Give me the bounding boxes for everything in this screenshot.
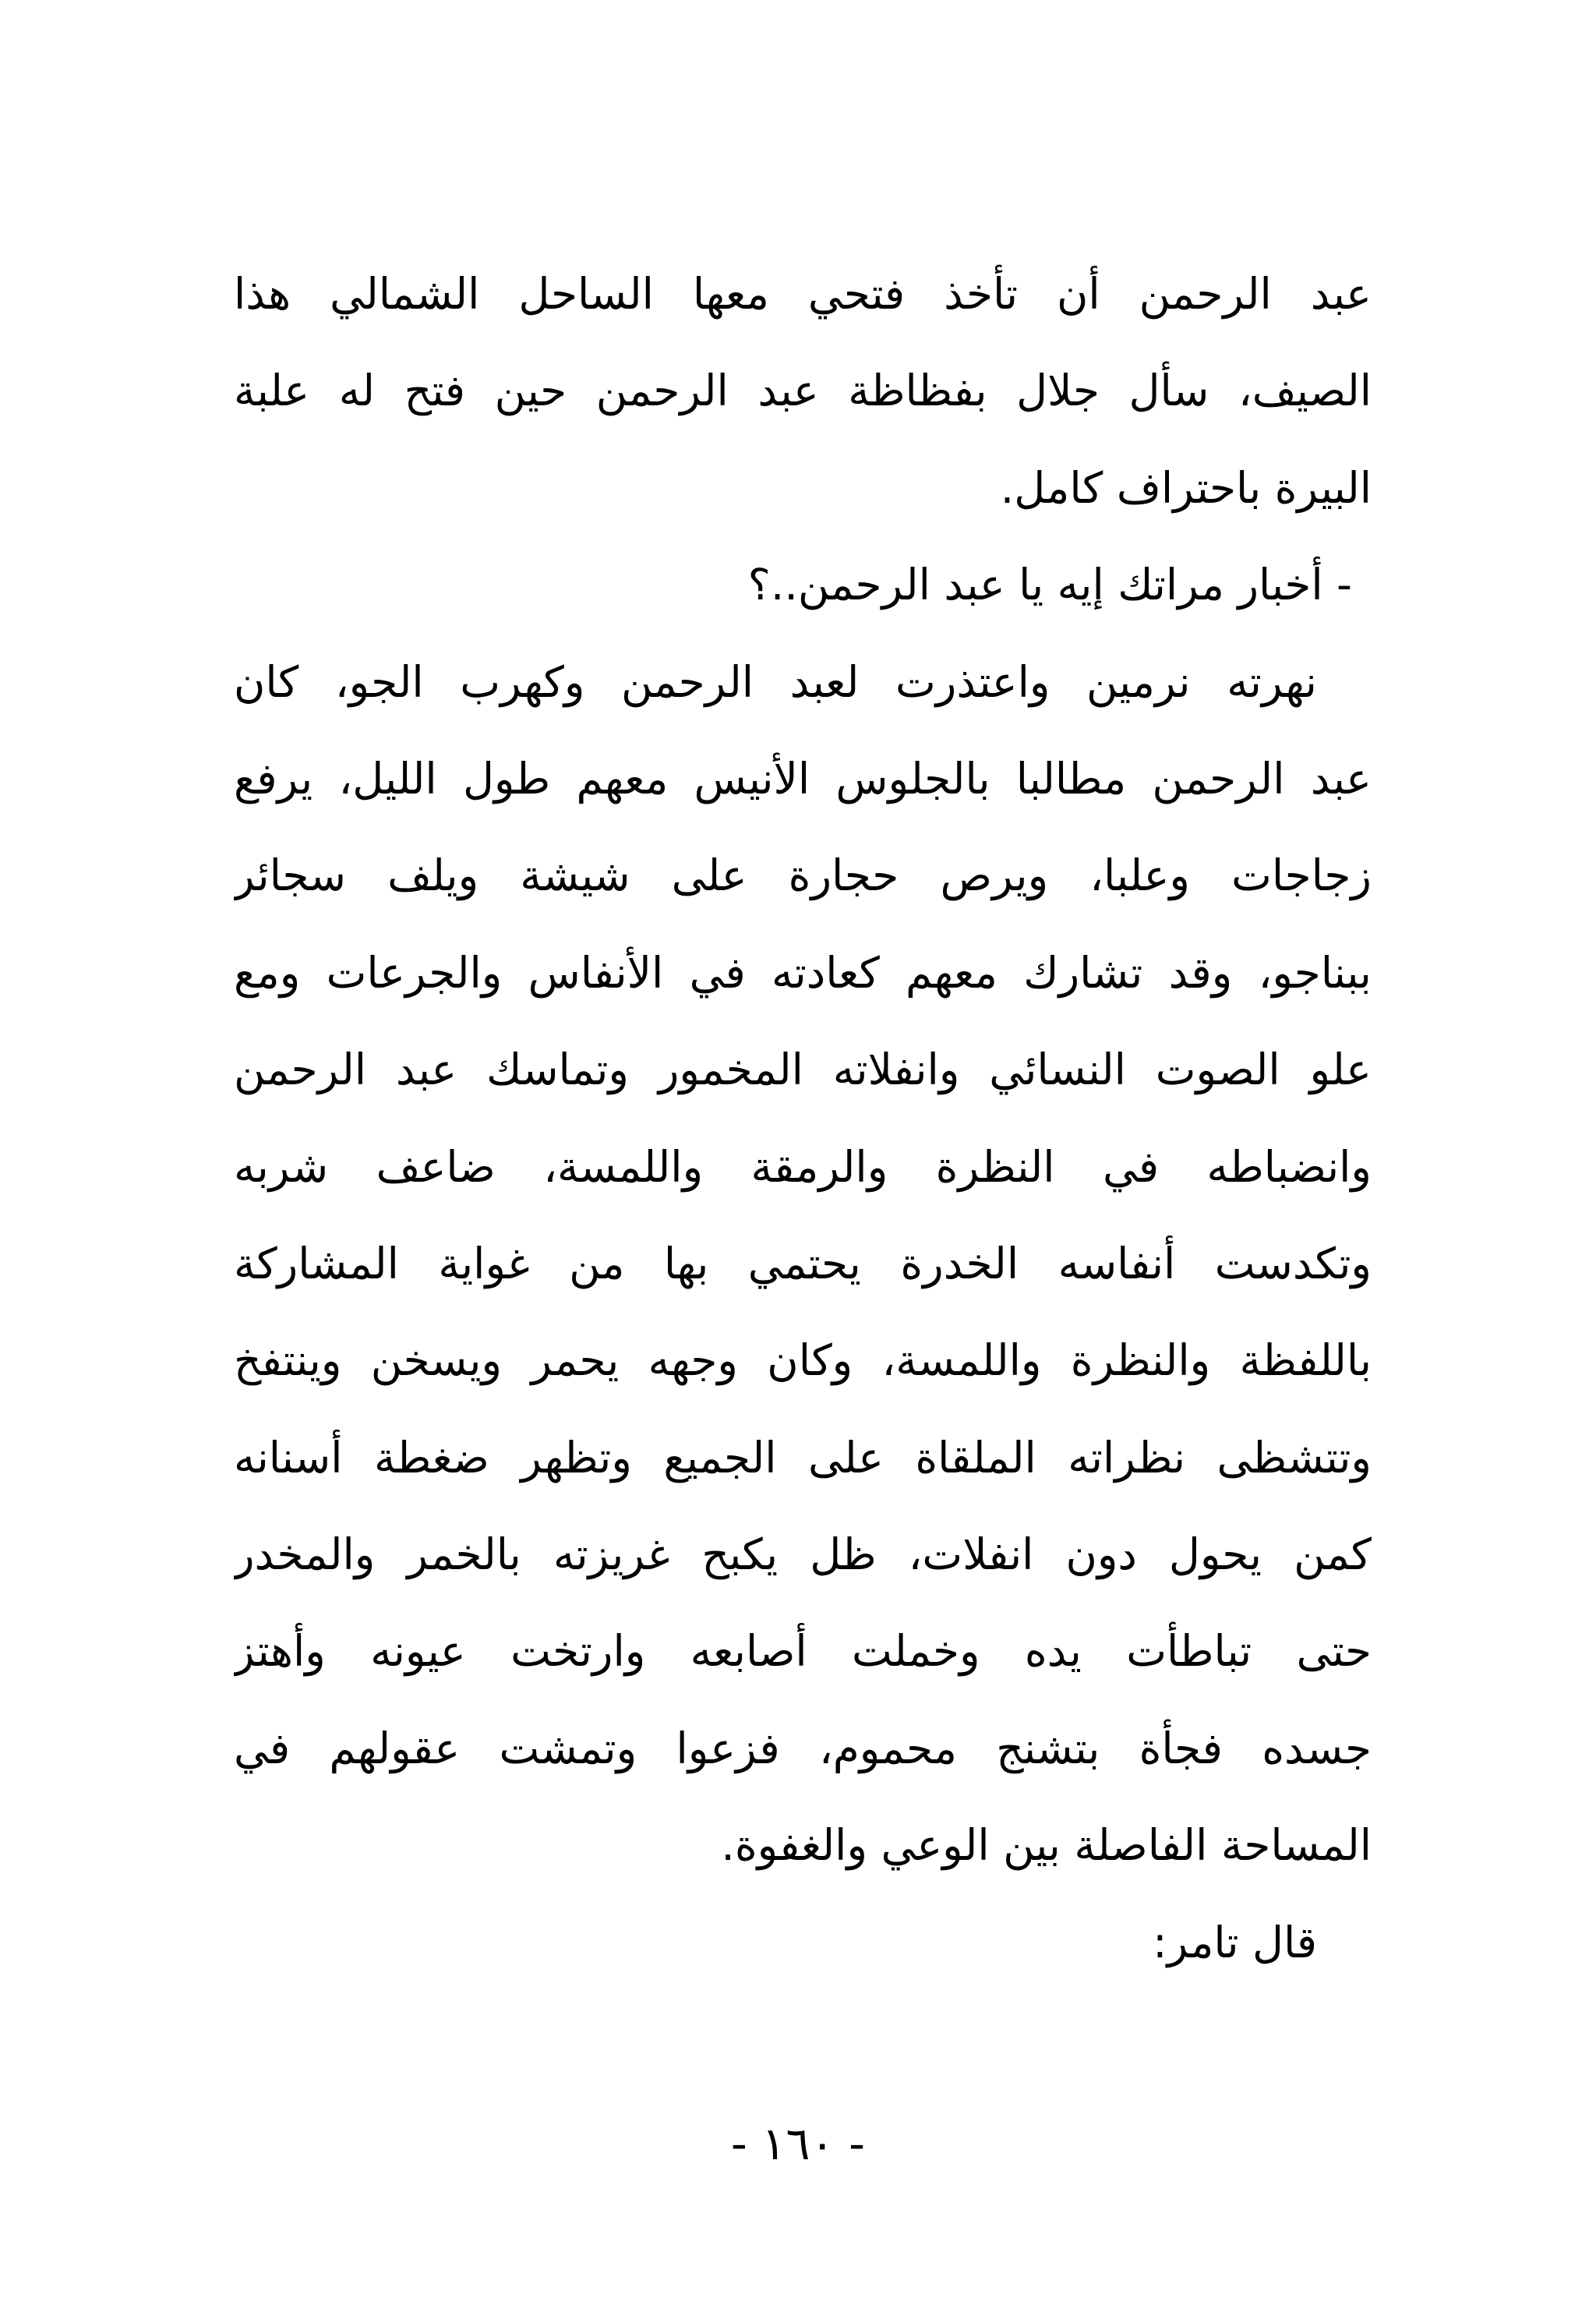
text-line: جسده فجأة بتشنج محموم، فزعوا وتمشت عقولهم في (234, 1723, 1372, 1773)
text-line: زجاجات وعلبا، ويرص حجارة على شيشة ويلف سجائر (234, 850, 1372, 901)
text-line: وتكدست أنفاسه الخدرة يحتمي بها من غواية المشاركة (234, 1238, 1372, 1289)
paragraph-first-line: نهرته نرمين واعتذرت لعبد الرحمن وكهرب الجو، كان (234, 656, 1317, 707)
text-line: كمن يحول دون انفلات، ظل يكبح غريزته بالخمر والمخدر (234, 1529, 1372, 1580)
text-line: باللفظة والنظرة واللمسة، وكان وجهه يحمر ويسخن وينتفخ (234, 1335, 1372, 1386)
text-line: علو الصوت النسائي وانفلاته المخمور وتماسك عبد الرحمن (234, 1045, 1372, 1095)
paragraph-first-line: قال تامر: (1153, 1917, 1317, 1967)
page-number: - ١٦٠ - (730, 2117, 866, 2170)
text-line: المساحة الفاصلة بين الوعي والغفوة. (721, 1820, 1372, 1871)
text-line: ببناجو، وقد تشارك معهم كعادته في الأنفاس والجرعات ومع (234, 947, 1372, 998)
text-line: عبد الرحمن أن تأخذ فتحي معها الساحل الشمالي هذا (234, 269, 1372, 319)
text-line: حتى تباطأت يده وخملت أصابعه وارتخت عيونه وأهتز (234, 1626, 1372, 1677)
text-line: وانضباطه في النظرة والرمقة واللمسة، ضاعف شربه (234, 1141, 1372, 1192)
text-line: البيرة باحتراف كامل. (1000, 462, 1372, 513)
text-line: عبد الرحمن مطالبا بالجلوس الأنيس معهم طول الليل، يرفع (234, 753, 1372, 804)
body-text (234, 246, 1372, 1991)
text-line: وتتشظى نظراته الملقاة على الجميع وتظهر ضغطة أسنانه (234, 1432, 1372, 1483)
text-line: الصيف، سأل جلال بفظاظة عبد الرحمن حين فتح له علبة (234, 366, 1372, 416)
dialogue-line: - أخبار مراتك إيه يا عبد الرحمن..؟ (747, 560, 1352, 610)
